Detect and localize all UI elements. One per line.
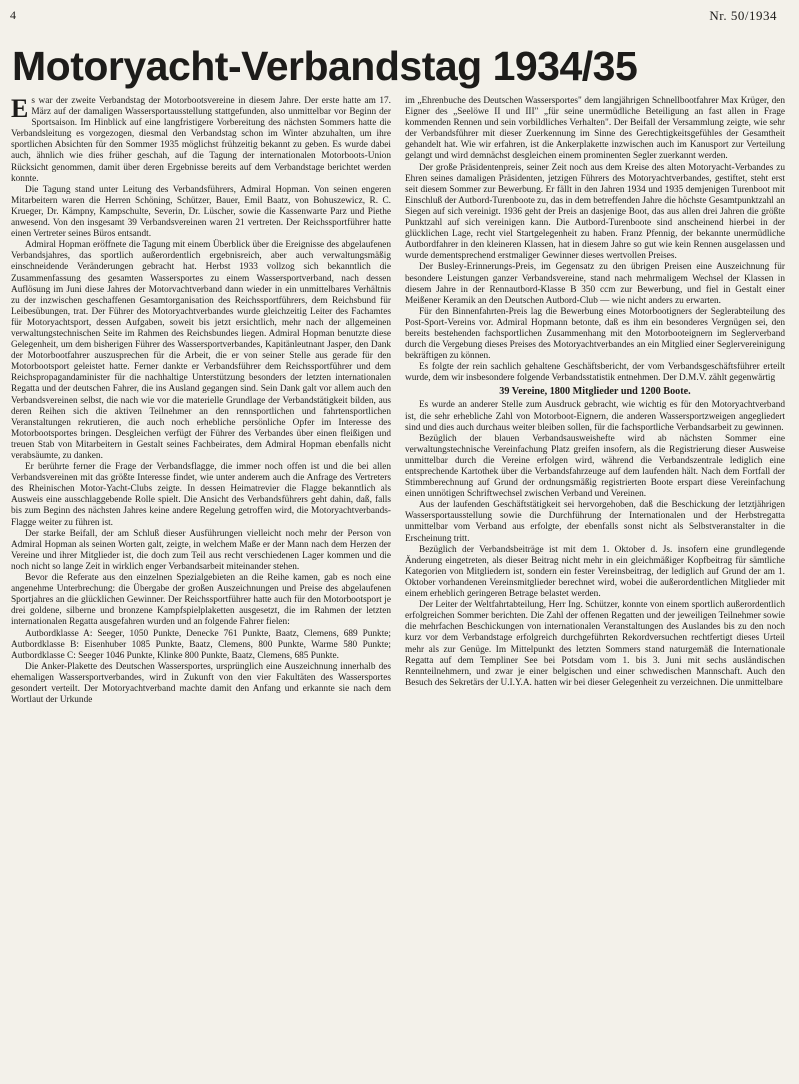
paragraph: Bevor die Referate aus den einzelnen Spezialgebieten an die Reihe kamen, gab es noch eine angenehme Unterbrechung: die Übergabe der großen Auszeichnungen und Preise des abgelaufenen Sportjahres an die glücklichen Gewinner. Der Reichssportführer hatte auch für den Motorbootsport je drei goldene, silberne und bronzene Kampfspielplaketten ausgesetzt, die im Rahmen der letzten internationalen Regatta ausgefahren wurden und an folgende Fahrer fielen: [11, 573, 391, 628]
column-left [11, 96, 391, 1080]
paragraph: Aus der laufenden Geschäftstätigkeit sei hervorgehoben, daß die Beschickung der letztjährigen Wassersportausstellung sowie die Durchführung der Internationalen und der Herbstregatta unmittelbar vom Verband aus erfolgte, der ebenfalls sonst nicht als Selbstveranstalter in die Erscheinung tritt. [405, 500, 785, 544]
paragraph: Bezüglich der Verbandsbeiträge ist mit dem 1. Oktober d. Js. insofern eine grundlegende Änderung eingetreten, als dieser Beitrag nicht mehr in ein gleichmäßiger Kopfbeitrag für sämtliche Kategorien von Mitgliedern ist, sondern ein fester Vereinsbeitrag, der lediglich auf Grund der am 1. Oktober vorhandenen Vereinsmitglieder berechnet wird, wobei die außerordentlichen Mitglieder mit einem erheblich geringeren Betrage belastet werden. [405, 544, 785, 600]
paragraph: Der Leiter der Weltfahrtabteilung, Herr Ing. Schützer, konnte von einem sportlich außerordentlich erfolgreichen Sommer berichten. Die Zahl der offenen Regatten und der jeweiligen Teilnehmer sowie die mehrfachen Beschickungen von internationalen Veranstaltungen des Auslandes bis zu den noch kurz vor dem Verbandstage erfolgreich durchgeführten Rekordversuchen rechtfertigt dieses Urteil mehr als zur Genüge. Im Mittelpunkt des letzten Sommers stand naturgemäß die Internationale Regatta auf dem Templiner See bei Potsdam vom 1. bis 3. Juni mit sechs ausländischen Rennteilnehmern, und zwar je einer belgischen und einer schwedischen Mannschaft. Auch den Besuch des Sekretärs der U.I.Y.A. hatten wir bei dieser Gelegenheit zu verzeichnen. Die unmittelbare [405, 600, 785, 688]
drop-cap: E [11, 96, 29, 123]
paragraph: Es war der zweite Verbandstag der Motorbootsvereine in diesem Jahre. Der erste hatte am 17. März auf der damaligen Wassersportausstellung stattgefunden, also unmittelbar vor Beginn der Sportsaison. Im Hinblick auf eine langfristigere Vorbereitung des nächsten Sommers hatte die Verbandsleitung es vorgezogen, diesmal den Verbandstag schon im Winter abzuhalten, um ihre sportlichen Absichten für den Sommer 1935 möglichst frühzeitig bekannt zu geben. Es wurde dabei auch, ähnlich wie dies früher geschah, auf die Tagung der internationalen Motorboots-Union Rücksicht genommen, damit über deren Ergebnisse bereits auf dem Verbandstage berichtet werden konnte. [11, 96, 391, 184]
paragraph: Der große Präsidentenpreis, seiner Zeit noch aus dem Kreise des alten Motoryacht-Verbandes zu Ehren seines damaligen Präsidenten, jetzigen Führers des Motoryachtverbandes, gestiftet, steht erst seit diesem Sommer zur Bewerbung. Er fällt in den Jahren 1934 und 1935 demjenigen Turenboot mit Einschluß der Autbord-Turenboote zu, das in dem betreffenden Jahre die höchste Gesamtpunktzahl an Siegen auf sich vereinigt. 1936 geht der Preis an dasjenige Boot, das aus allen drei Jahren die größte Punktzahl auf sich vereinigen kann. Die Autbord-Turenboote sind anscheinend hierbei in der glücklichen Lage, recht viel Startgelegenheit zu haben. Franz Pfennig, der bekannte unermüdliche Autbordfahrer in den kleineren Klassen, hat in diesem Jahre so gut wie kein Rennen ausgelassen und wurde dementsprechend erstmaliger Gewinner dieses wertvollen Preises. [405, 162, 785, 262]
paragraph: Es wurde an anderer Stelle zum Ausdruck gebracht, wie wichtig es für den Motoryachtverband ist, die sehr erhebliche Zahl von Motorboot-Eignern, die anderen Wassersportzweigen angegliedert sind und dies auch durchaus weiter bleiben sollen, für die fachsportliche Verbandsarbeit zu gewinnen. [405, 400, 785, 433]
paragraph: Autbordklasse A: Seeger, 1050 Punkte, Denecke 761 Punkte, Baatz, Clemens, 689 Punkte; Autbordklasse B: Eisenhuber 1085 Punkte, Baatz, Clemens, 800 Punkte, Warme 580 Punkte; Autbordklasse C: Seeger 1046 Punkte, Klinke 800 Punkte, Baatz, Clemens, 685 Punkte. [11, 628, 391, 661]
paragraph: Er berührte ferner die Frage der Verbandsflagge, die immer noch offen ist und die bei allen Verbandsvereinen mit das größte Interesse findet, wie unter anderem auch die Anfrage des Vertreters des Rheinischen Motor-Yacht-Clubs zeigte. In dessen Heimatrevier die Flagge bekanntlich als Ausweis eine ausschlaggebende Rolle spielt. Die Ansicht des Verbandsführers geht dahin, daß, falls bis zum Beginn des nächsten Jahres keine andere Regelung getroffen wird, die Motoryachtverbands-Flagge weiter zu führen ist. [11, 462, 391, 528]
paragraph: Bezüglich der blauen Verbandsausweishefte wird ab nächsten Sommer eine verwaltungstechnische Vereinfachung Platz greifen insofern, als die Registrierung dieser Ausweise unmittelbar durch die Vereine erfolgen wird, während die Verbandszentrale lediglich eine entsprechende Kartothek über die Verbandsfahrzeuge auf dem laufenden hält. Nach dem Fortfall der Stimmberechnung auf Grund der ordnungsmäßig registrierten Boote erspart diese Vereinfachung einen unnötigen Schriftwechsel zwischen Verband und Vereinen. [405, 433, 785, 500]
paragraph: Die Tagung stand unter Leitung des Verbandsführers, Admiral Hopman. Von seinen engeren Mitarbeitern waren die Herren Schöning, Schützer, Bauer, Emil Baatz, von Bohuszewicz, R. C. Krueger, Dr. Kämpny, Kampschulte, Severin, Dr. Lüscher, sowie die Kassenwarte Parz und Piethe anwesend. Von den insgesamt 39 Verbandsvereinen waren 21 vertreten. Der Reichssportführer hatte einen Vertreter seines Büros entsandt. [11, 184, 391, 240]
paragraph: Der starke Beifall, der am Schluß dieser Ausführungen vielleicht noch mehr der Person von Admiral Hopman als seinen Worten galt, zeigte, in welchem Maße er der Mann nach dem Herzen der Vereine und ihrer Mitglieder ist, die doch zum Teil aus recht verschiedenen Lager kommen und die noch nicht so lange Zeit in wirklich enger Verbandsarbeit miteinander stehen. [11, 528, 391, 572]
article-title: Motoryacht-Verbandstag 1934/35 [12, 43, 638, 89]
paragraph: Für den Binnenfahrten-Preis lag die Bewerbung eines Motorbootigners der Seglerabteilung des Post-Sport-Vereins vor. Admiral Hopmann betonte, daß es ihm ein besonderes Vergnügen sei, den bereits bestehenden fachsportlichen Zusammenhang mit den Motorbooteignern im Seglerverband durch die Vergebung dieses Preises des Motoryachtverbandes an ein Mitglied einer Seglervereinigung bekräftigen zu können. [405, 306, 785, 362]
issue-number: Nr. 50/1934 [709, 8, 777, 23]
paragraph: im „Ehrenbuche des Deutschen Wassersportes" dem langjährigen Schnellbootfahrer Max Krüger, den Eigner des „Seelöwe II und III" „für seine unermüdliche Beteiligung an fast allen in Frage kommenden Rennen und sein vorbildliches Verhalten". Der Beifall der Versammlung zeigte, wie sehr der Verbandsführer mit dieser Zuerkennung im Sinne des Gerechtigkeitsgefühles der Gesamtheit gehandelt hat. Wie wir erfahren, ist die Ankerplakette inzwischen auch im Kanusport zur Verteilung gelangt und wird demnächst desgleichen einem prominenten Segler zuerkannt werden. [405, 96, 785, 162]
paragraph: Es folgte der rein sachlich gehaltene Geschäftsbericht, der vom Verbandsgeschäftsführer erteilt wurde, dem wir insbesondere folgende Verbandsstatistik entnehmen. Der D.M.V. zählt gegenwärtig [405, 362, 785, 384]
article-body [11, 96, 785, 1080]
paragraph: Admiral Hopman eröffnete die Tagung mit einem Überblick über die Ereignisse des abgelaufenen Verbandsjahres, das sportlich außerordentlich ergebnisreich, aber auch verwaltungsmäßig einschneidende Veränderungen gebracht hat. Herbst 1933 vollzog sich bekanntlich die Zusammenfassung des gesamten Wassersportes zu einem Wassersportverband, nach dessen Auflösung im Juni diese Jahres der Motorvachtverband dann wieder in ein unmittelbares Verhältnis zu der inzwischen geschaffenen Gesamtorganisation des Reichssportführers, dem Reichsbund für Leibesübungen, trat. Der Führer des Motoryachtverbandes wurde gleichzeitig Leiter des Fachamtes für Motoryachtsport, dessen Aufgaben, soweit bis jetzt ersichtlich, mehr nach der allgemeinen verwaltungstechnischen Seite im Rahmen des Reichsbundes liegen. Admiral Hopman benutzte diese Gelegenheit, um dem bisherigen Führer des Wassersportverbandes, Kapitänleutnant Jasper, den Dank der Motorbootfahrer auszusprechen für die Arbeit, die er von seiner Stelle aus gerade für den Motorbootsport geleistet hatte. Ferner dankte er Verbandsführer dem Reichssportführer und dem Reichspropagandaminister für die nachhaltige Unterstützung besonders der letzten internationalen Regatta und der deutschen Fahrer, die ins Ausland gegangen sind. Sein Dank galt vor allem auch den Verbandsvereinen selbst, die nach wie vor die materielle Grundlage der Verbandstätigkeit bilden, aus deren Reihen sich die aktiven Teilnehmer an den rennsportlichen und fahrtensportlichen Veranstaltungen rekrutieren, die auch noch erhebliche persönliche Opfer im Interesse des Motorbootsportes bringen. Desgleichen verfügt der Führer des Verbandes über einen fleißigen und treuen Stab von Mitarbeitern in Gestalt seines Fachbeirates, dem Admiral Hopman ebenfalls nicht verabsäumte, zu danken. [11, 240, 391, 461]
column-right [405, 96, 785, 1080]
paragraph: Die Anker-Plakette des Deutschen Wassersportes, ursprünglich eine Auszeichnung innerhalb des ehemaligen Wassersportverbandes, wird in Zukunft von den vier Fakultäten des Wassersportes gesondert verteilt. Der Motoryachtverband machte damit den Anfang und erkannte sie nach dem Wortlaut der Urkunde [11, 661, 391, 706]
page-number: 4 [10, 8, 16, 22]
paragraph: Der Busley-Erinnerungs-Preis, im Gegensatz zu den übrigen Preisen eine Auszeichnung für besondere Leistungen ganzer Verbandsvereine, stand nach mehrmaligem Wechsel der Klassen in diesem Jahre in der Rennautbord-Klasse B 350 ccm zur Bewerbung, und fiel in Gestalt einer Meißener Keramik an den Deutschen Autbord-Club — wie nicht anders zu erwarten. [405, 262, 785, 306]
subheading: 39 Vereine, 1800 Mitglieder und 1200 Boote. [499, 386, 691, 398]
